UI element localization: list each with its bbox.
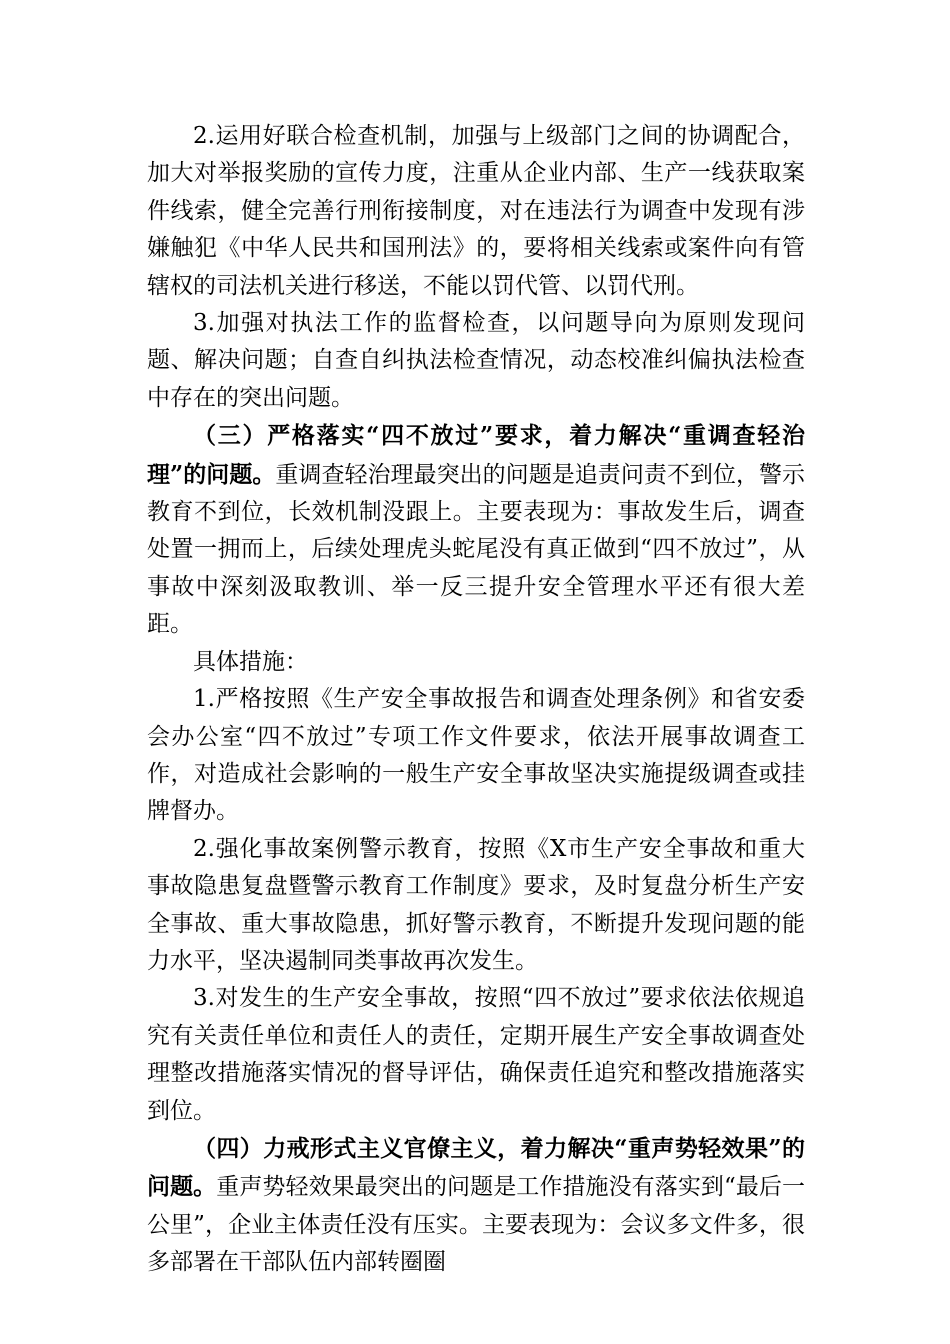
paragraph-text: 重调查轻治理最突出的问题是追责问责不到位，警示教育不到位，长效机制没跟上。主要表现为：事故发生后，调查处置一拥而上，后续处理虎头蛇尾没有真正做到“四不放过”，从事故中深刻汲取教训、举一反三提升安全管理水平还有很大差距。 [147, 461, 806, 638]
section-heading: （三）严格落实“四不放过”要求，着力解决“重调查轻治理”的问题。 [147, 422, 805, 488]
paragraph-measure-three [147, 980, 805, 1130]
paragraph-text: 3.加强对执法工作的监督检查，以问题导向为原则发现问题、解决问题；自查自纠执法检查情况，动态校准纠偏执法检查中存在的突出问题。 [147, 310, 805, 411]
paragraph-text: 2.运用好联合检查机制，加强与上级部门之间的协调配合，加大对举报奖励的宣传力度，注重从企业内部、生产一线获取案件线索，健全完善行刑衔接制度，对在违法行为调查中发现有涉嫌触犯《中华人民共和国刑法》的，要将相关线索或案件向有管辖权的司法机关进行移送，不能以罚代管、以罚代刑。 [147, 123, 805, 299]
paragraph-measure-one [147, 681, 805, 831]
paragraph-text: 3.对发生的生产安全事故，按照“四不放过”要求依法依规追究有关责任单位和责任人的责任，定期开展生产安全事故调查处理整改措施落实情况的督导评估，确保责任追究和整改措施落实到位。 [147, 985, 805, 1124]
paragraph-section-three [147, 417, 805, 643]
paragraph-text: 2.强化事故案例警示教育，按照《X市生产安全事故和重大事故隐患复盘暨警示教育工作制度》要求，及时复盘分析生产安全事故、重大事故隐患，抓好警示教育，不断提升发现问题的能力水平，坚决遏制同类事故再次发生。 [147, 835, 805, 974]
document-page [147, 118, 805, 1282]
paragraph-section-four [147, 1130, 805, 1282]
paragraph-text: 重声势轻效果最突出的问题是工作措施没有落实到“最后一公里”，企业主体责任没有压实。主要表现为：会议多文件多，很多部署在干部队伍内部转圈圈 [147, 1174, 806, 1276]
section-heading: （四）力戒形式主义官僚主义，着力解决“重声势轻效果”的问题。 [147, 1134, 805, 1201]
paragraph-supervision [147, 305, 805, 417]
paragraph-joint-inspection [147, 118, 805, 305]
paragraph-text: 具体措施： [193, 648, 308, 675]
paragraph-measures-label [147, 644, 805, 681]
paragraph-text: 1.严格按照《生产安全事故报告和调查处理条例》和省安委会办公室“四不放过”专项工作文件要求，依法开展事故调查工作，对造成社会影响的一般生产安全事故坚决实施提级调查或挂牌督办。 [147, 686, 805, 825]
paragraph-measure-two [147, 831, 805, 981]
